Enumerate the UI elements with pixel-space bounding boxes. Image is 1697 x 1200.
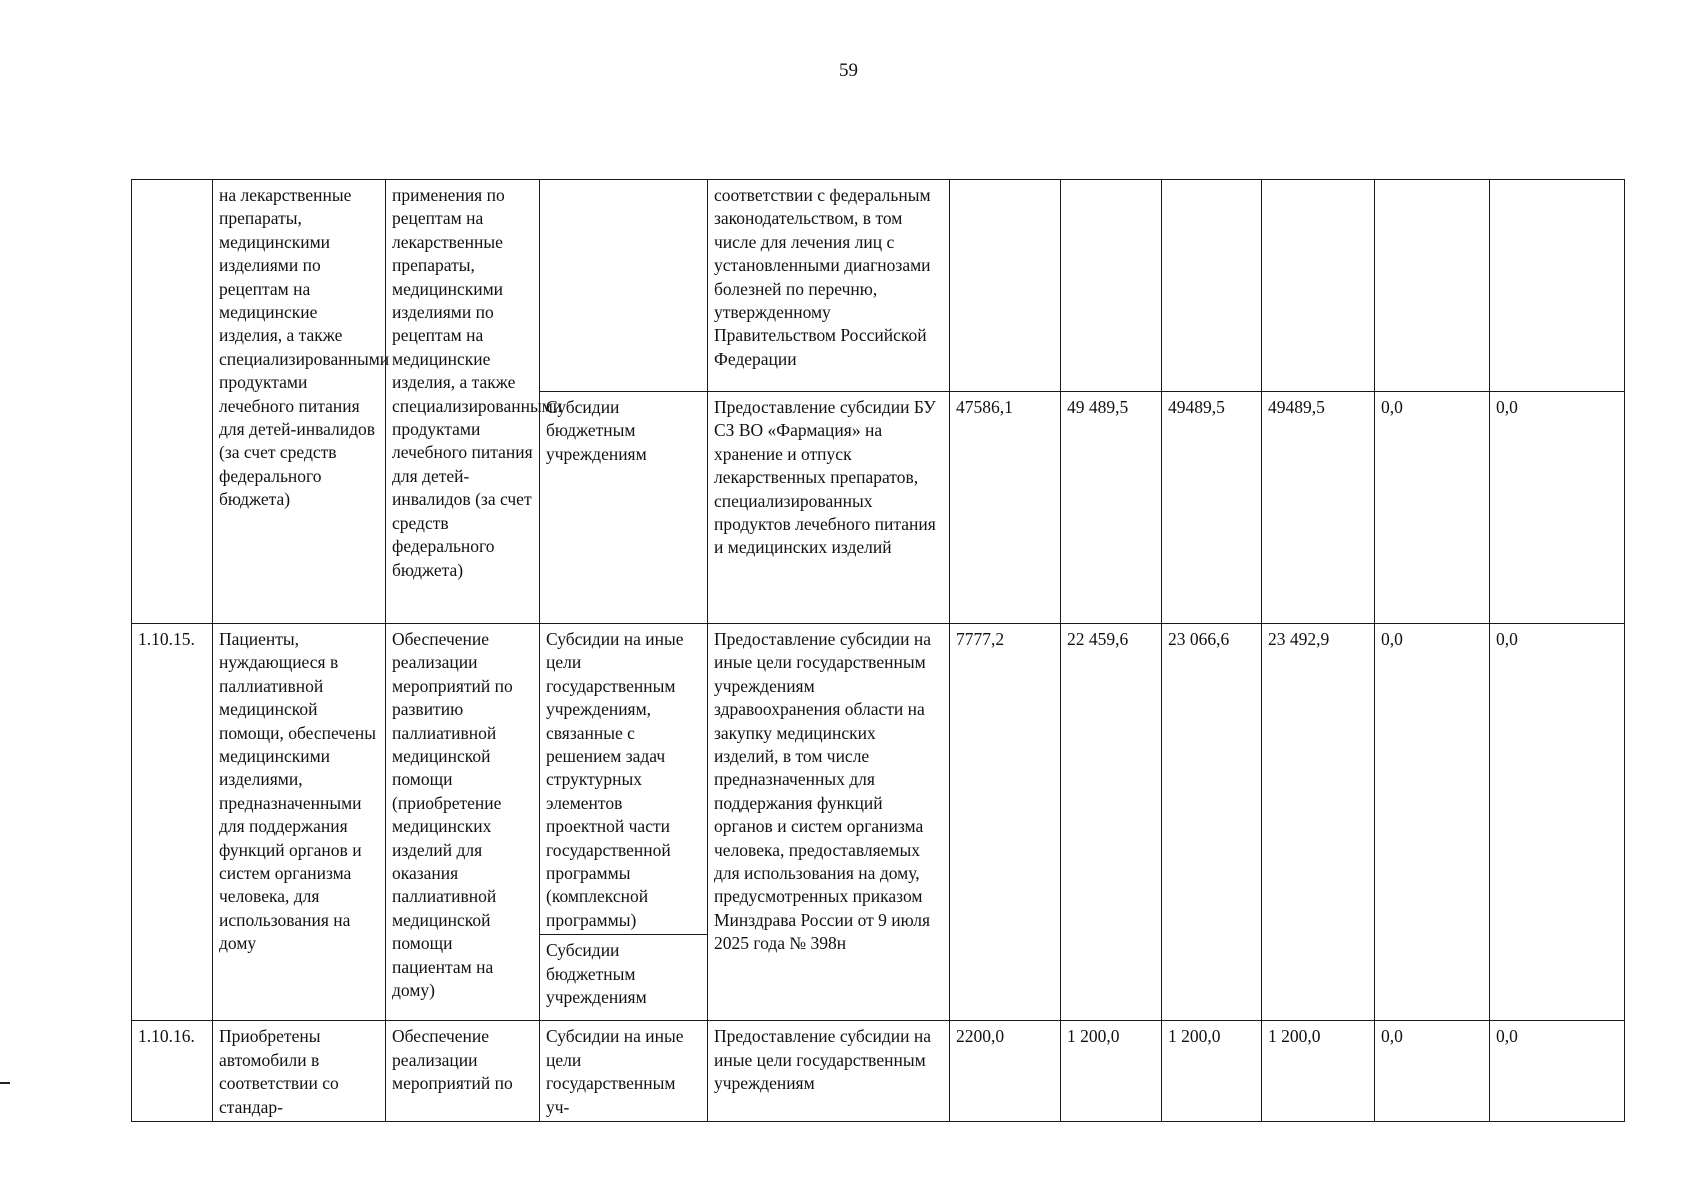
value-cell: 23 492,9 (1262, 624, 1375, 1021)
value-cell: 0,0 (1375, 1021, 1490, 1122)
value-cell: 22 459,6 (1061, 624, 1162, 1021)
activity-cell: Обеспечение реализации мероприятий по развитию паллиативной медицинской помощи (приобретение медицинских изделий для оказания паллиативной медицинской помощи пациентам на дому) (386, 624, 540, 1021)
value-cell: 0,0 (1490, 624, 1625, 1021)
description-cell: Предоставление субсидии на иные цели государственным учреждениям (708, 1021, 950, 1122)
description-cell: Предоставление субсидии на иные цели государственным учреждениям здравоохранения области на закупку медицинских изделий, в том числе предназначенных для поддержания функций органов и систем организма человека, предоставляемых для использования на дому, предусмотренных приказом Минздрава России от 9 июля 2025 года № 398н (708, 624, 950, 1021)
scan-edge-mark (0, 1082, 10, 1084)
value-cell: 1 200,0 (1061, 1021, 1162, 1122)
table-row (132, 180, 1625, 392)
result-cell: Пациенты, нуждающиеся в паллиативной медицинской помощи, обеспечены медицинскими изделиями, предназначенными для поддержания функций органов и систем организма человека, для использования на дому (213, 624, 386, 1021)
description-cell: Предоставление субсидии БУ СЗ ВО «Фармация» на хранение и отпуск лекарственных препаратов, специализированных продуктов лечебного питания и медицинских изделий (708, 392, 950, 624)
subsidy-type-cell (540, 180, 708, 392)
value-cell: 1 200,0 (1162, 1021, 1262, 1122)
value-cell: 2200,0 (950, 1021, 1061, 1122)
budget-table (131, 179, 1625, 1122)
value-cell (1061, 180, 1162, 392)
value-cell (1490, 180, 1625, 392)
subsidy-type-cell: Субсидии бюджетным учреждениям (540, 935, 708, 1021)
value-cell: 47586,1 (950, 392, 1061, 624)
value-cell: 7777,2 (950, 624, 1061, 1021)
value-cell (1262, 180, 1375, 392)
value-cell: 0,0 (1490, 392, 1625, 624)
value-cell: 49 489,5 (1061, 392, 1162, 624)
table-row (132, 1021, 1625, 1122)
subsidy-type-cell: Субсидии на иные цели государственным уч- (540, 1021, 708, 1122)
subsidy-type-cell: Субсидии бюджетным учреждениям (540, 392, 708, 624)
result-cell: на лекарственные препараты, медицинскими изделиями по рецептам на медицинские изделия, а также специализированными продуктами лечебного питания для детей-инвалидов (за счет средств федерального бюджета) (213, 180, 386, 624)
subsidy-type-cell: Субсидии на иные цели государственным учреждениям, связанные с решением задач структурных элементов проектной части государственной программы (комплексной программы) (540, 624, 708, 935)
value-cell: 0,0 (1375, 624, 1490, 1021)
value-cell (950, 180, 1061, 392)
value-cell: 49489,5 (1162, 392, 1262, 624)
row-number (132, 180, 213, 624)
value-cell (1162, 180, 1262, 392)
row-number: 1.10.15. (132, 624, 213, 1021)
value-cell: 49489,5 (1262, 392, 1375, 624)
value-cell: 23 066,6 (1162, 624, 1262, 1021)
table-row (132, 624, 1625, 935)
value-cell: 0,0 (1375, 392, 1490, 624)
description-cell: соответствии с федеральным законодательством, в том числе для лечения лиц с установленными диагнозами болезней по перечню, утвержденному Правительством Российской Федерации (708, 180, 950, 392)
page-number: 59 (839, 60, 858, 81)
value-cell: 0,0 (1490, 1021, 1625, 1122)
row-number: 1.10.16. (132, 1021, 213, 1122)
value-cell: 1 200,0 (1262, 1021, 1375, 1122)
result-cell: Приобретены автомобили в соответствии со стандар- (213, 1021, 386, 1122)
value-cell (1375, 180, 1490, 392)
activity-cell: применения по рецептам на лекарственные препараты, медицинскими изделиями по рецептам на медицинские изделия, а также специализированными продуктами лечебного питания для детей-инвалидов (за счет средств федерального бюджета) (386, 180, 540, 624)
activity-cell: Обеспечение реализации мероприятий по (386, 1021, 540, 1122)
